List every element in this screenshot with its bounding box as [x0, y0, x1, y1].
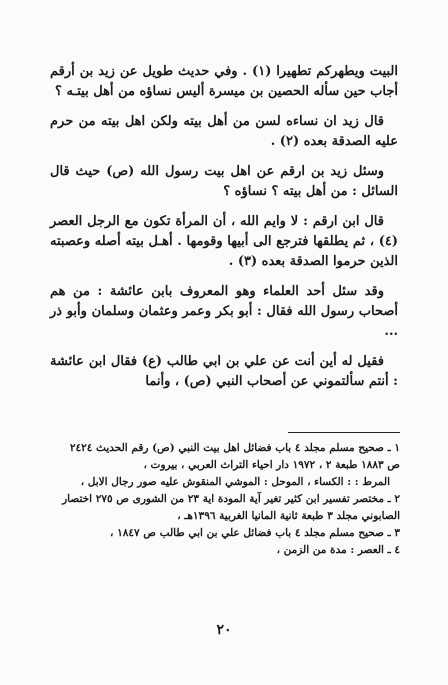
page-number: ٢٠	[216, 622, 232, 638]
body-paragraph-1: البيت ويطهركم تطهيرا (١) . وفي حديث طويل عن زيد بن أرقم أجاب حين سأله الحصين بن ميسرة أليس نساؤه من أهل بيتـه ؟	[50, 64, 398, 99]
footnote-1: ١ ـ صحيح مسلم مجلد ٤ باب فضائل اهل بيت النبي (ص) رقم الحديث ٢٤٢٤ ص ١٨٨٣ طبعة ٢ ، ١٩٧٢ دار احياء التراث العربي ، بيروت ،	[69, 442, 400, 471]
footnote-divider	[288, 432, 400, 433]
body-paragraph-4: قال ابن ارقم : لا وايم الله ، أن المرأة تكون مع الرجل العصر (٤) ، ثم يطلقها فترجع الى أبيها وقومها . أهـل بيته أصله وعصبته الذين حرموا الصدقة بعده (٣) .	[50, 214, 398, 269]
footnotes	[56, 440, 400, 559]
body-text	[50, 62, 398, 402]
footnote-4: ٤ ـ العصر : مدة من الزمن ،	[276, 544, 400, 556]
body-paragraph-3: وسئل زيد بن ارقم عن اهل بيت رسول الله (ص) حيث قال السائل : من أهل بيته ؟ نساؤه ؟	[50, 164, 398, 199]
body-paragraph-2: قال زيد ان نساءه لسن من أهل بيته ولكن اهل بيته من حرم عليه الصدقة بعده (٢) .	[50, 114, 398, 149]
footnote-2: ٢ ـ مختصر تفسير ابن كثير تغير آية المودة اية ٢٣ من الشورى ص ٢٧٥ اختصار الصابوني مجلد ٣ طبعة ثانية المانيا الغربية ١٣٩٦هـ ،	[62, 493, 400, 522]
body-paragraph-5: وقد سئل أحد العلماء وهو المعروف بابن عائشة : من هم أصحاب رسول الله فقال : أبو بكر وعمر وعثمان وسلمان وأبو ذر ...	[50, 284, 398, 339]
body-paragraph-6: فقيل له أين أنت عن علي بن ابي طالب (ع) فقال ابن عائشة : أنتم سألتموني عن أصحاب النبي (ص) ، وأنما	[50, 354, 398, 389]
footnote-3: ٣ ـ صحيح مسلم مجلد ٤ باب فضائل علي بن ابي طالب ص ١٨٤٧ ،	[110, 527, 400, 539]
footnote-1-gloss: المرط : : الكساء ، الموحل : الموشي المنقوش عليه صور رجال الابل ،	[80, 476, 390, 488]
